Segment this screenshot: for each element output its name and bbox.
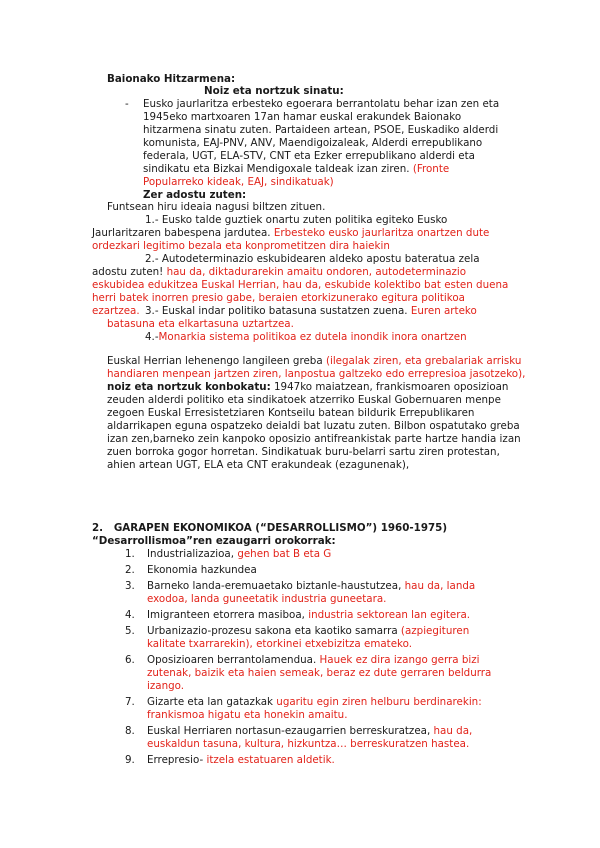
list-item-text: Oposizioaren berrantolamendua. xyxy=(147,654,317,666)
agreement-point-4 xyxy=(145,331,467,344)
section-2-number: 2. xyxy=(92,522,104,534)
section-2-title: GARAPEN EKONOMIKOA (“DESARROLLISMO”) 1960-1975) xyxy=(113,522,448,534)
agreed-subheading: Zer adostu zuten: xyxy=(143,189,247,201)
list-item-text: Imigranteen etorrera masiboa, xyxy=(147,609,305,621)
point-1-text: 1.- Eusko talde guztiek onartu zuten politika egiteko Eusko Jaurlaritzaren babespena jardutea. xyxy=(92,214,448,239)
list-item-number: 3. xyxy=(125,580,135,592)
list-item xyxy=(125,654,510,693)
list-item-text: Euskal Herriaren nortasun-ezaugarrien berreskuratzea, xyxy=(147,725,431,737)
list-item-number: 9. xyxy=(125,754,135,766)
list-item-annotation: industria sektorean lan egitera. xyxy=(308,609,471,621)
list-item-annotation: Hauek ez dira izango gerra bizi zutenak, baizik eta haien semeak, beraz ez dute gerraren beldurra izango. xyxy=(147,654,492,692)
list-item-text: Ekonomia hazkundea xyxy=(147,564,257,576)
list-item-number: 7. xyxy=(125,696,135,708)
point-2-text: 2.- Autodeterminazio eskubidearen aldeko apostu bateratua zela adostu zuten! xyxy=(92,253,480,278)
strike-paragraph xyxy=(107,355,527,472)
agreement-point-1 xyxy=(92,214,517,253)
list-item-annotation: (azpiegituren kalitate txarrarekin), etorkinei etxebizitza emateko. xyxy=(147,625,470,650)
bullet-annotation: (Fronte Popularreko kideak, EAJ, sindikatuak) xyxy=(143,163,450,188)
list-item xyxy=(125,548,510,561)
bullet-marker: - xyxy=(125,98,129,110)
list-item-text: Industrializazioa, xyxy=(147,548,235,560)
list-item xyxy=(125,625,510,651)
section-heading: Baionako Hitzarmena: xyxy=(107,73,236,85)
strike-body: 1947ko maiatzean, frankismoaren oposizioan zeuden alderdi politiko eta sindikatoek atzerriko Euskal Gobernuaren menpe zegoen Euskal Erresistetziaren Kontseilu batean bildurik Errepublikaren aldarrikapen eguna ospatzeko deialdi bat luzatu zuten. Bilbon ospatutako greba izan zen,barneko zein kanpoko oposizio antifreankistak parte hartze handia izan zuen borroka gogor horretan. Sindikatuak buru-belarri sartu ziren protestan, ahien artean UGT, ELA eta CNT erakundeak (ezagunenak), xyxy=(107,381,521,471)
strike-annotation: (ilegalak ziren, eta grebalariak arrisku handiaren menpean jartzen ziren, lanpostua galtzeko edo errepresioa jasotzeko), xyxy=(107,355,526,380)
section-2-subtitle: “Desarrollismoa”ren ezaugarri orokorrak: xyxy=(92,535,336,547)
list-item-annotation: gehen bat B eta G xyxy=(237,548,332,560)
characteristics-list xyxy=(125,548,510,770)
section-2-heading xyxy=(92,522,447,535)
list-item-annotation: itzela estatuaren aldetik. xyxy=(206,754,335,766)
list-item xyxy=(125,696,510,722)
point-3-text: 3.- Euskal indar politiko batasuna sustatzen zuena. xyxy=(145,305,408,317)
list-item-number: 6. xyxy=(125,654,135,666)
strike-who-label: noiz eta nortzuk konbokatu: xyxy=(107,381,271,393)
point-3-annotation: Euren arteko batasuna eta elkartasuna uztartzea. xyxy=(107,305,477,330)
agreed-intro: Funtsean hiru ideaia nagusi biltzen zituen. xyxy=(107,201,326,213)
list-item-text: Urbanizazio-prozesu sakona eta kaotiko samarra xyxy=(147,625,398,637)
point-4-text: 4.- xyxy=(145,331,159,343)
list-item-number: 2. xyxy=(125,564,135,576)
list-item-text: Barneko landa-eremuaetako biztanle-haustutzea, xyxy=(147,580,402,592)
list-item xyxy=(125,609,510,622)
list-item xyxy=(125,754,510,767)
point-2-annotation: hau da, diktadurarekin amaitu ondoren, autodeterminazio eskubidea edukitzea Euskal Herrian, hau da, eskubide kolektibo bat esten duena herri batek inorren presio gabe, beraien etorkizunerako egitura politikoa ezartzea. xyxy=(92,266,509,317)
list-item-text: Gizarte eta lan gatazkak xyxy=(147,696,274,708)
list-item-annotation: hau da, euskaldun tasuna, kultura, hizkuntza… berreskuratzen hastea. xyxy=(147,725,473,750)
bullet-text: Eusko jaurlaritza erbesteko egoerara berrantolatu behar izan zen eta 1945eko martxoaren 17an hamar euskal erakundek Baionako hitzarmena sinatu zuten. Partaideen artean, PSOE, Euskadiko alderdi komunista, EAJ-PNV, ANV, Maendigoizaleak, Alderdi errepublikano federala, UGT, ELA-STV, CNT eta Ezker errepublikano alderdi eta sindikatu eta Bizkai Mendigoxale taldeak izan ziren. xyxy=(143,98,500,175)
bullet-paragraph xyxy=(143,98,513,189)
list-item-number: 1. xyxy=(125,548,135,560)
list-item-number: 8. xyxy=(125,725,135,737)
point-4-annotation: Monarkia sistema politikoa ez dutela inondik inora onartzen xyxy=(158,331,467,343)
list-item xyxy=(125,580,510,606)
list-item-text: Errepresio- xyxy=(147,754,204,766)
list-item-number: 5. xyxy=(125,625,135,637)
who-signed-subheading: Noiz eta nortzuk sinatu: xyxy=(204,85,344,97)
list-item-annotation: hau da, landa exodoa, landa guneetatik industria guneetara. xyxy=(147,580,476,605)
list-item xyxy=(125,564,510,577)
list-item xyxy=(125,725,510,751)
point-1-annotation: Erbesteko eusko jaurlaritza onartzen dute ordezkari legitimo bezala eta konprometitzen dira haiekin xyxy=(92,227,490,252)
strike-intro: Euskal Herrian lehenengo langileen greba xyxy=(107,355,323,367)
list-item-number: 4. xyxy=(125,609,135,621)
list-item-annotation: ugaritu egin ziren helburu berdinarekin: frankismoa higatu eta honekin amaitu. xyxy=(147,696,482,721)
agreement-point-3 xyxy=(107,305,517,331)
